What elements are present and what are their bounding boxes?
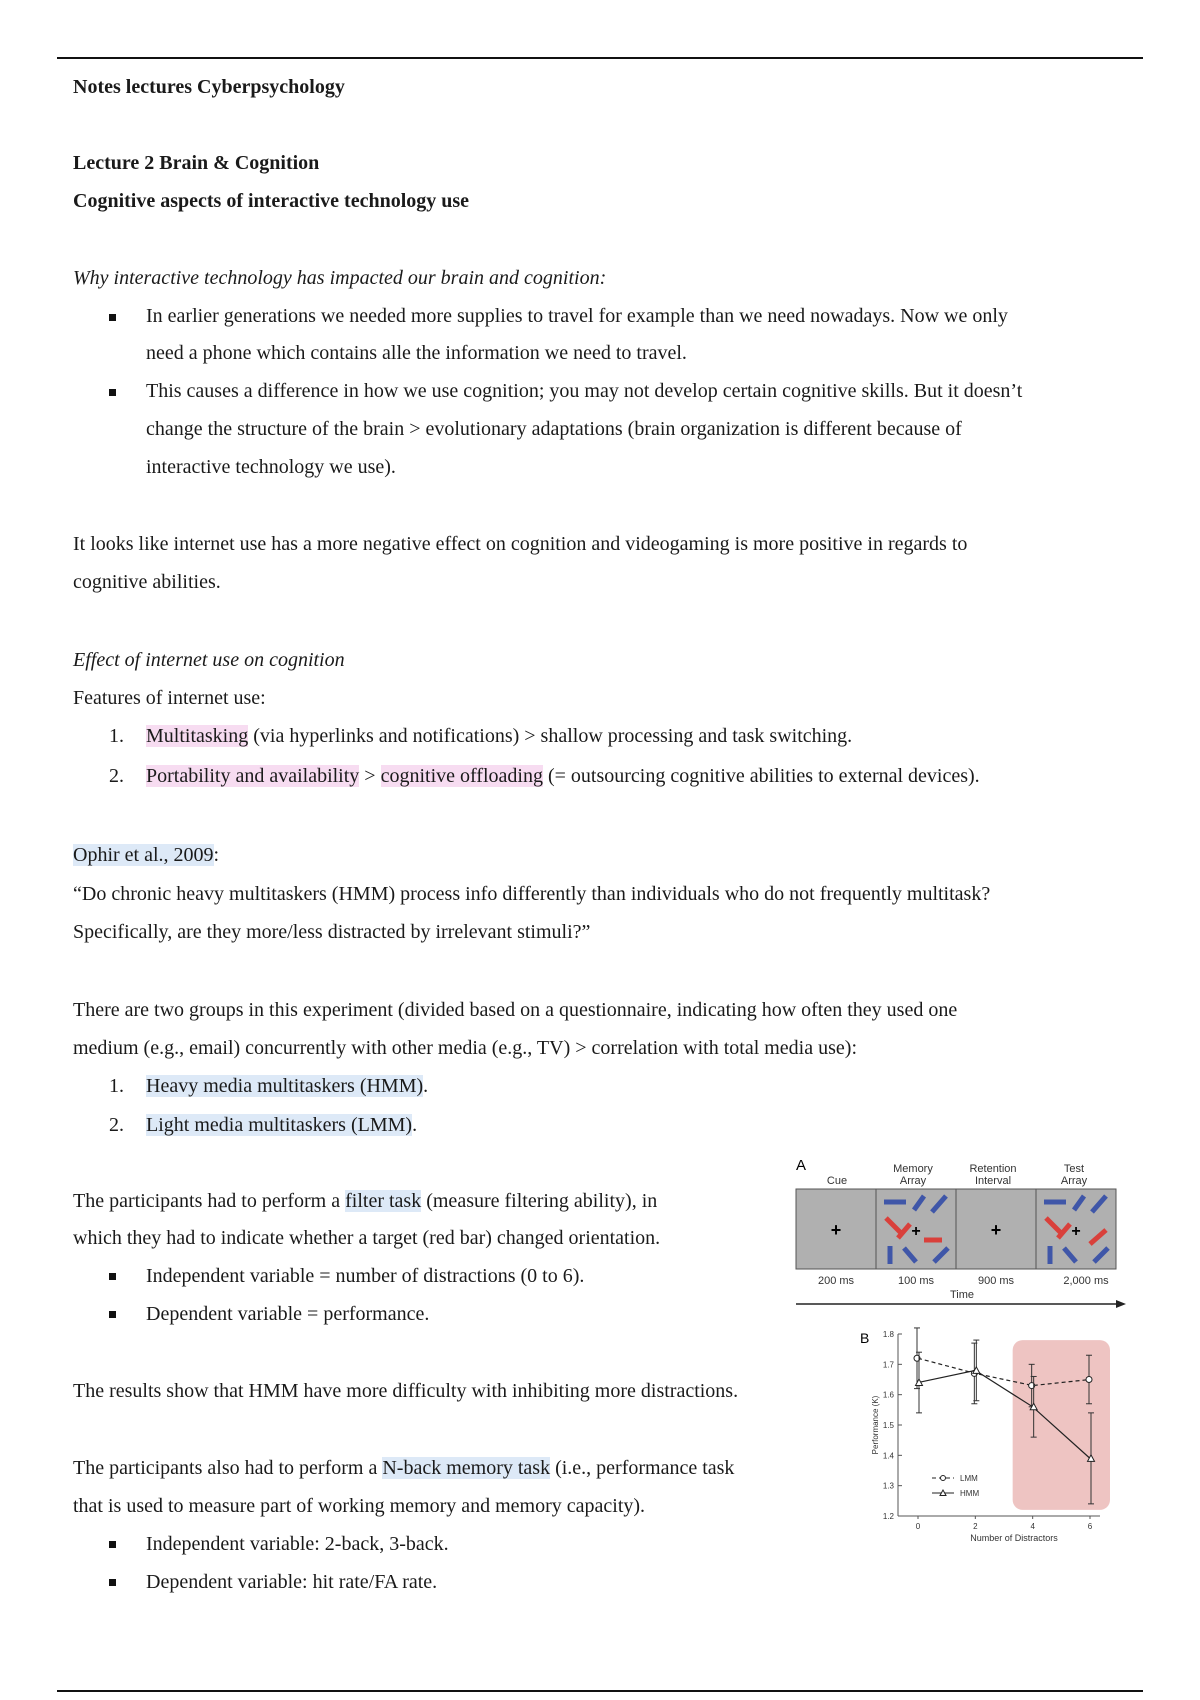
x-tick-label: 6 [1087,1522,1093,1531]
lecture-subtitle: Cognitive aspects of interactive technology use [73,190,470,212]
nback-line-1-pre: The participants also had to perform a [73,1457,383,1479]
y-axis-label: Performance (K) [871,1395,880,1455]
bullet-1-line-2: need a phone which contains alle the information we need to travel. [146,342,687,364]
filter-line-1-pre: The participants had to perform a [73,1190,346,1212]
feature-item-1-text: (via hyperlinks and notifications) > shallow processing and task switching. [248,725,853,747]
group-item-2 [146,1113,417,1137]
highlight-hmm: Heavy media multitaskers (HMM) [146,1075,424,1097]
feature-item-2 [146,764,980,788]
groups-line-1: There are two groups in this experiment (divided based on a questionnaire, indicating how often they used one [73,999,958,1021]
panel-a-label: A [796,1157,807,1174]
question-line-1: “Do chronic heavy multitaskers (HMM) process info differently than individuals who do not frequently multitask? [73,883,991,905]
nback-bullet-2: Dependent variable: hit rate/FA rate. [146,1571,438,1593]
top-rule [57,57,1143,59]
bullet-1-line-1: In earlier generations we needed more supplies to travel for example than we need nowadays. Now we only [146,305,1008,327]
bullet-2-line-2: change the structure of the brain > evolutionary adaptations (brain organization is different because of [146,418,962,440]
features-label: Features of internet use: [73,687,266,709]
y-tick-label: 1.2 [882,1512,894,1521]
x-tick-label: 4 [1030,1522,1035,1531]
bullet-marker [109,314,116,321]
fixation-cross: + [911,1223,921,1240]
feature-item-1 [146,724,852,748]
stage-retention-label: Retention [969,1163,1017,1175]
nback-bullet-1: Independent variable: 2-back, 3-back. [146,1533,449,1555]
bullet-marker [109,389,116,396]
fixation-cross: + [1071,1223,1081,1240]
highlight-nback: N-back memory task [382,1457,551,1479]
group-item-1 [146,1074,428,1098]
bullet-marker [109,1579,116,1586]
bullet-2-line-3: interactive technology we use). [146,456,396,478]
panel-b-label: B [860,1330,870,1346]
feature-item-2-text: (= outsourcing cognitive abilities to external devices). [542,765,980,787]
nback-line-1-post: (i.e., performance task [550,1457,735,1479]
fixation-cross: + [830,1220,842,1240]
time-arrowhead [1116,1300,1126,1308]
filter-bullet-1: Independent variable = number of distractions (0 to 6). [146,1265,585,1287]
figure-svg [790,1150,1135,1550]
y-tick-label: 1.5 [882,1421,894,1430]
bullet-marker [109,1541,116,1548]
stage-retention-label-2: Interval [974,1175,1012,1187]
filter-line-1-post: (measure filtering ability), in [421,1190,658,1212]
x-tick-label: 0 [915,1522,921,1531]
legend-label-lmm: LMM [960,1474,978,1483]
filter-bullet-2: Dependent variable = performance. [146,1303,430,1325]
duration-retention: 900 ms [977,1275,1015,1287]
document-title: Notes lectures Cyberpsychology [73,76,345,98]
filter-line-2: which they had to indicate whether a target (red bar) changed orientation. [73,1227,661,1249]
fixation-cross: + [990,1220,1002,1240]
legend-marker-lmm [941,1476,946,1481]
x-tick-label: 2 [973,1522,978,1531]
lecture-title: Lecture 2 Brain & Cognition [73,152,320,174]
question-line-2: Specifically, are they more/less distracted by irrelevant stimuli?” [73,921,591,943]
section-heading-why: Why interactive technology has impacted our brain and cognition: [73,267,607,289]
highlight-cognitive-offloading: cognitive offloading [380,765,543,787]
filter-line-1 [73,1189,657,1213]
y-tick-label: 1.4 [882,1451,894,1461]
list-number: 2. [109,1114,124,1136]
list-number: 1. [109,725,124,747]
bottom-rule [57,1690,1143,1692]
performance-chart [871,1328,1110,1543]
figure-ophir [790,1150,1135,1550]
data-point-lmm [1086,1377,1092,1383]
results-text: The results show that HMM have more difficulty with inhibiting more distractions. [73,1380,739,1402]
citation-line [73,843,219,867]
nback-line-2: that is used to measure part of working memory and memory capacity). [73,1495,646,1517]
y-tick-label: 1.3 [882,1481,894,1491]
list-number: 2. [109,765,124,787]
x-axis-label: Number of Distractors [970,1533,1058,1543]
time-axis-label: Time [949,1289,975,1301]
y-tick-label: 1.6 [882,1390,894,1400]
paragraph-internet-line-2: cognitive abilities. [73,571,221,593]
stage-test-label-2: Array [1060,1175,1088,1187]
group-item-1-end: . [423,1075,429,1097]
y-tick-label: 1.8 [882,1330,894,1339]
bullet-2-line-1: This causes a difference in how we use cognition; you may not develop certain cognitive skills. But it doesn’t [146,380,1023,402]
stage-memory-label: Memory [893,1163,933,1175]
bullet-marker [109,1311,116,1318]
highlight-lmm: Light media multitaskers (LMM) [146,1114,413,1136]
nback-line-1 [73,1456,734,1480]
duration-test: 2,000 ms [1063,1275,1109,1287]
highlight-region [1013,1340,1110,1510]
bullet-marker [109,1273,116,1280]
stage-memory-label-2: Array [899,1175,927,1187]
legend-label-hmm: HMM [960,1489,980,1498]
group-item-2-end: . [412,1114,418,1136]
highlight-portability: Portability and availability [146,765,360,787]
section-heading-effect: Effect of internet use on cognition [73,649,345,671]
stage-test-label: Test [1063,1163,1085,1175]
highlight-filter-task: filter task [345,1190,422,1212]
y-tick-label: 1.7 [882,1360,894,1370]
duration-cue: 200 ms [817,1275,855,1287]
paragraph-internet-line-1: It looks like internet use has a more negative effect on cognition and videogaming is more positive in regards to [73,533,968,555]
duration-memory: 100 ms [897,1275,935,1287]
citation-ophir: Ophir et al., 2009 [73,844,214,866]
list-number: 1. [109,1075,124,1097]
highlight-multitasking: Multitasking [146,725,249,747]
stage-cue-label: Cue [826,1175,848,1187]
feature-item-2-sep: > [359,765,381,787]
groups-line-2: medium (e.g., email) concurrently with other media (e.g., TV) > correlation with total media use): [73,1037,857,1059]
citation-colon: : [213,844,220,866]
